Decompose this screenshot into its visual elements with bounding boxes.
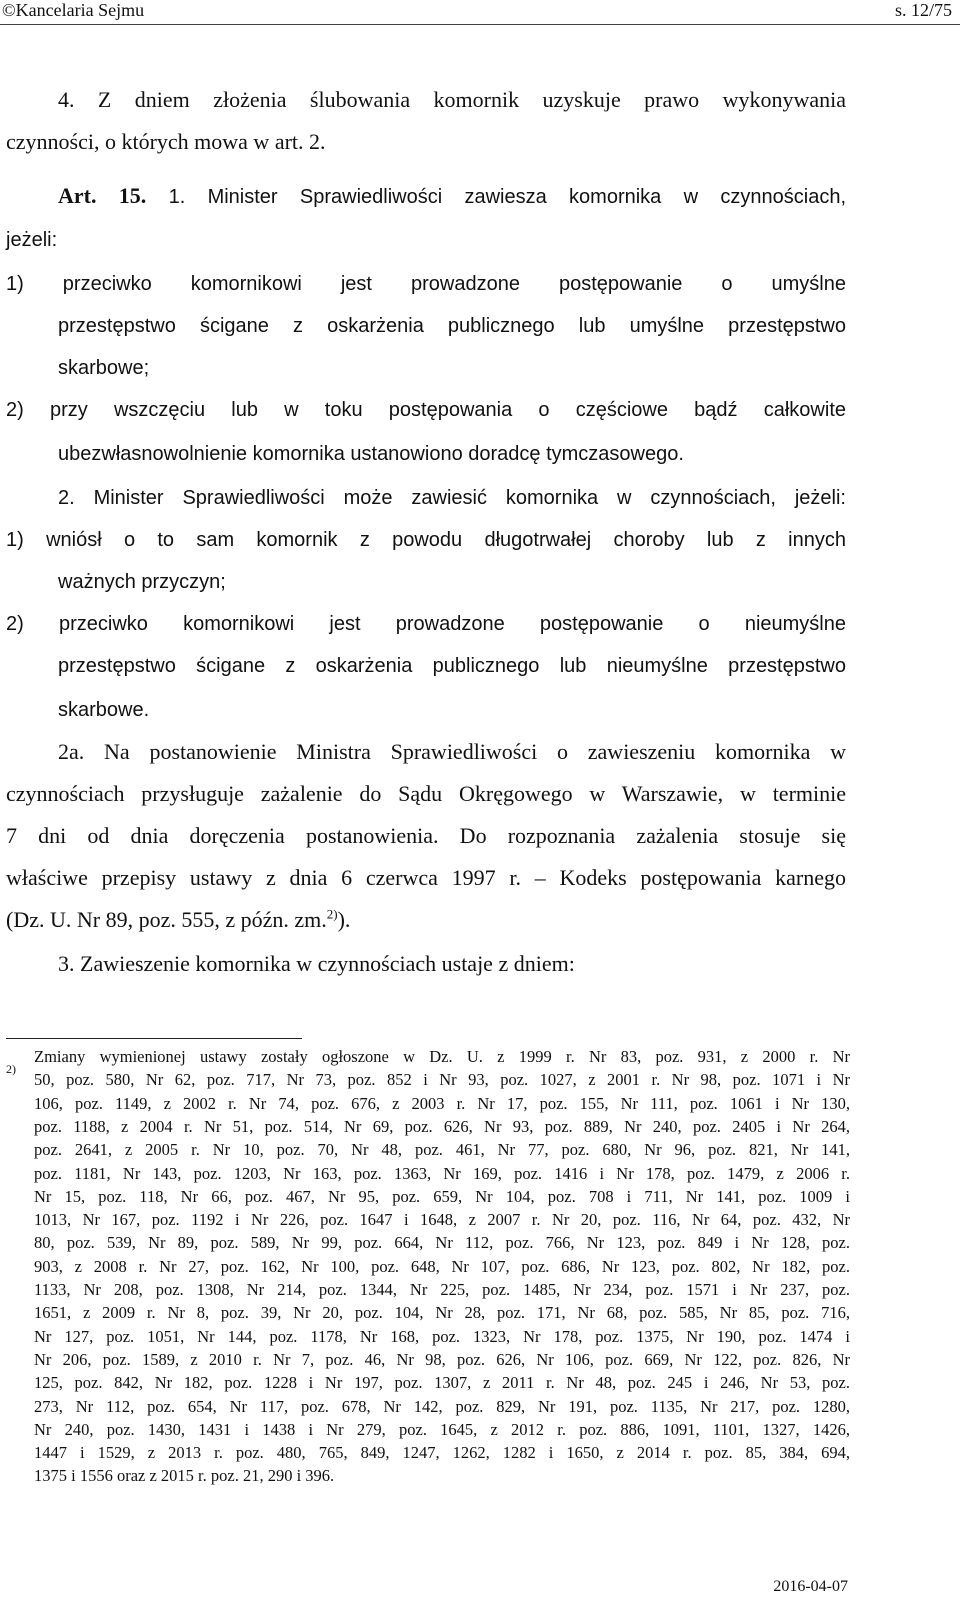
footnote-line: 1375 i 1556 oraz z 2015 r. poz. 21, 290 i 396. bbox=[34, 1466, 335, 1486]
text-line: 2) przy wszczęciu lub w toku postępowania o częściowe bądź całkowite bbox=[6, 399, 846, 421]
text-line: skarbowe; bbox=[58, 357, 150, 379]
text-line: 3. Zawieszenie komornika w czynnościach ustaje z dniem: bbox=[58, 951, 575, 976]
footnote-line: 106, poz. 1149, z 2002 r. Nr 74, poz. 676, z 2003 r. Nr 17, poz. 155, Nr 111, poz. 1061 i Nr 130, bbox=[34, 1093, 850, 1113]
text-line: 2. Minister Sprawiedliwości może zawiesić komornika w czynnościach, jeżeli: bbox=[58, 487, 846, 509]
footnote-line: 903, z 2008 r. Nr 27, poz. 162, Nr 100, poz. 648, Nr 107, poz. 686, Nr 123, poz. 802, Nr 182, poz. bbox=[34, 1256, 850, 1276]
footnote-line: Zmiany wymienionej ustawy zostały ogłoszone w Dz. U. z 1999 r. Nr 83, poz. 931, z 2000 r. Nr bbox=[34, 1047, 850, 1066]
header-page-number: s. 12/75 bbox=[894, 0, 952, 20]
footnote-line: poz. 1188, z 2004 r. Nr 51, poz. 514, Nr 69, poz. 626, Nr 93, poz. 889, Nr 240, poz. 2405 i Nr 264, bbox=[34, 1116, 850, 1136]
text-line: 2a. Na postanowienie Ministra Sprawiedliwości o zawieszeniu komornika w bbox=[58, 739, 846, 764]
text-line: (Dz. U. Nr 89, poz. 555, z późn. zm. bbox=[6, 907, 327, 932]
text-line: czynności, o których mowa w art. 2. bbox=[6, 129, 326, 154]
footnote-line: 1447 i 1529, z 2013 r. poz. 480, 765, 849, 1247, 1262, 1282 i 1650, z 2014 r. poz. 85, 384, 694, bbox=[34, 1443, 850, 1463]
text-line: czynnościach przysługuje zażalenie do Sądu Okręgowego w Warszawie, w terminie bbox=[6, 781, 846, 806]
text-line: właściwe przepisy ustawy z dnia 6 czerwca 1997 r. – Kodeks postępowania karnego bbox=[6, 865, 846, 890]
article-15-heading bbox=[58, 182, 846, 211]
text-line: przestępstwo ścigane z oskarżenia publicznego lub umyślne przestępstwo bbox=[58, 315, 846, 337]
footnote-line: poz. 2641, z 2005 r. Nr 10, poz. 70, Nr 48, poz. 461, Nr 77, poz. 680, Nr 96, poz. 821, Nr 141, bbox=[34, 1140, 850, 1160]
text-line: przestępstwo ścigane z oskarżenia publicznego lub nieumyślne przestępstwo bbox=[58, 655, 846, 677]
text-line: 4. Z dniem złożenia ślubowania komornik uzyskuje prawo wykonywania bbox=[58, 87, 846, 112]
footnote-line: Nr 240, poz. 1430, 1431 i 1438 i Nr 279, poz. 1645, z 2012 r. poz. 886, 1091, 1101, 1327, 1426, bbox=[34, 1419, 850, 1439]
footnote-line: 1013, Nr 167, poz. 1192 i Nr 226, poz. 1647 i 1648, z 2007 r. Nr 20, poz. 116, Nr 64, poz. 432, Nr bbox=[34, 1210, 850, 1230]
footnote-line: Nr 15, poz. 118, Nr 66, poz. 467, Nr 95, poz. 659, Nr 104, poz. 708 i 711, Nr 141, poz. 1009 i bbox=[34, 1186, 850, 1206]
footnote-mark: 2) bbox=[6, 1062, 16, 1076]
text-line: skarbowe. bbox=[58, 699, 150, 721]
text-line: 2) przeciwko komornikowi jest prowadzone postępowanie o nieumyślne bbox=[6, 613, 846, 635]
header-divider bbox=[0, 24, 960, 25]
footnote-line: 1651, z 2009 r. Nr 8, poz. 39, Nr 20, poz. 104, Nr 28, poz. 171, Nr 68, poz. 585, Nr 85, poz. 716, bbox=[34, 1303, 850, 1323]
footnote-line: 1133, Nr 208, poz. 1308, Nr 214, poz. 1344, Nr 225, poz. 1485, Nr 234, poz. 1571 i Nr 237, poz. bbox=[34, 1280, 850, 1299]
text-line: 7 dni od dnia doręczenia postanowienia. Do rozpoznania zażalenia stosuje się bbox=[6, 823, 846, 848]
footnote-line: 50, poz. 580, Nr 62, poz. 717, Nr 73, poz. 852 i Nr 93, poz. 1027, z 2001 r. Nr 98, poz. 1071 i Nr bbox=[34, 1070, 850, 1090]
footnote-line: 273, Nr 112, poz. 654, Nr 117, poz. 678, Nr 142, poz. 829, Nr 191, poz. 1135, Nr 217, poz. 1280, bbox=[34, 1396, 850, 1416]
text-line: jeżeli: bbox=[6, 229, 58, 251]
footnote-divider bbox=[6, 1038, 302, 1039]
header-source: ©Kancelaria Sejmu bbox=[2, 0, 145, 20]
text-line: ubezwłasnowolnienie komornika ustanowiono doradcę tymczasowego. bbox=[58, 443, 684, 465]
footnote-line: poz. 1181, Nr 143, poz. 1203, Nr 163, poz. 1363, Nr 169, poz. 1416 i Nr 178, poz. 1479, z 2006 r. bbox=[34, 1163, 850, 1183]
text-line: 1) przeciwko komornikowi jest prowadzone postępowanie o umyślne bbox=[6, 273, 846, 295]
footnote-reference[interactable]: 2) bbox=[326, 906, 338, 922]
article-number: Art. 15. bbox=[58, 183, 147, 208]
text-line: ). bbox=[337, 907, 351, 932]
footnote-line: 125, poz. 842, Nr 182, poz. 1228 i Nr 197, poz. 1307, z 2011 r. Nr 48, poz. 245 i 246, Nr 53, poz. bbox=[34, 1373, 850, 1393]
footnote-line: 80, poz. 539, Nr 89, poz. 589, Nr 99, poz. 664, Nr 112, poz. 766, Nr 123, poz. 849 i Nr 128, poz. bbox=[34, 1233, 850, 1253]
text-line: ważnych przyczyn; bbox=[58, 571, 226, 593]
citation-line bbox=[6, 906, 350, 934]
footer-date: 2016-04-07 bbox=[773, 1578, 848, 1595]
footnote-line: Nr 206, poz. 1589, z 2010 r. Nr 7, poz. 46, Nr 98, poz. 626, Nr 106, poz. 669, Nr 122, poz. 826, Nr bbox=[34, 1349, 850, 1369]
text-line: 1) wniósł o to sam komornik z powodu długotrwałej choroby lub z innych bbox=[6, 529, 846, 551]
text-line: 1. Minister Sprawiedliwości zawiesza komornika w czynnościach, bbox=[146, 186, 846, 208]
footnote-line: Nr 127, poz. 1051, Nr 144, poz. 1178, Nr 168, poz. 1323, Nr 178, poz. 1375, Nr 190, poz. 1474 i bbox=[34, 1326, 850, 1346]
